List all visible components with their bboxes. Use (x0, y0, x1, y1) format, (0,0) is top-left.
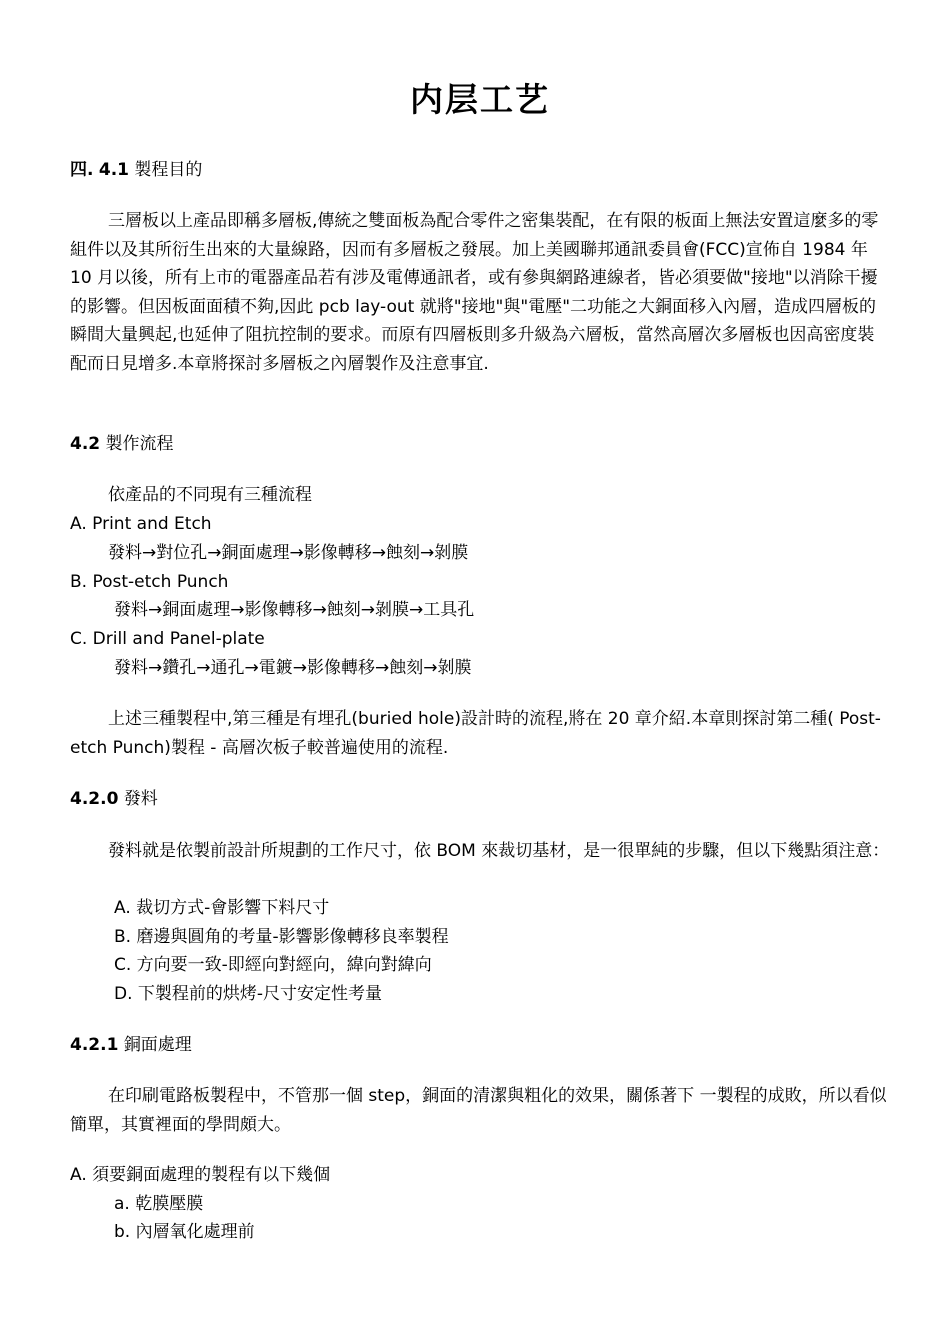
paragraph-text: 三層板以上產品即稱多層板,傳統之雙面板為配合零件之密集裝配，在有限的板面上無法安置這麼多的零組件以及其所衍生出來的大量線路，因而有多層板之發展。加上美國聯邦通訊委員會(FCC)宣佈自 1984 年 10 月以後，所有上市的電器產品若有涉及電傳通訊者，或有參與網路連線者，皆必須要做"接地"以消除干擾的影響。但因板面面積不夠,因此 pcb lay-out 就將"接地"與"電壓"二功能之大銅面移入內層，造成四層板的瞬間大量興起,也延伸了阻抗控制的要求。而原有四層板則多升級為六層板，當然高層次多層板也因高密度裝配而日見增多.本章將探討多層板之內層製作及注意事宜. (70, 211, 879, 374)
section-number: 4.1 (98, 160, 129, 180)
document-title: 内层工艺 (410, 80, 550, 119)
list-item: a. 乾膜壓膜 (114, 1194, 204, 1214)
section-4-2-1-heading (70, 1033, 192, 1057)
section-4-2-0-paragraph (70, 837, 890, 866)
section-4-1-heading (70, 158, 202, 182)
section-title: 製程目的 (134, 160, 203, 180)
section-title: 製作流程 (105, 434, 174, 454)
list-item: b. 內層氧化處理前 (114, 1222, 255, 1242)
list-item: D. 下製程前的烘烤-尺寸安定性考量 (114, 984, 383, 1004)
paragraph-text: 在印刷電路板製程中，不管那一個 step，銅面的清潔與粗化的效果，關係著下 一製程的成敗，所以看似簡單，其實裡面的學問頗大。 (70, 1086, 887, 1135)
section-prefix: 四. (70, 160, 94, 180)
section-4-2-heading (70, 432, 174, 456)
section-number: 4.2.1 (70, 1035, 119, 1055)
section-4-1-paragraph (70, 207, 890, 379)
section-number: 4.2.0 (70, 789, 119, 809)
flow-a-name: A. Print and Etch (70, 514, 212, 534)
section-4-2-1-paragraph (70, 1082, 890, 1139)
section-number: 4.2 (70, 434, 101, 454)
flow-intro: 依產品的不同現有三種流程 (108, 485, 312, 505)
paragraph-text: 上述三種製程中,第三種是有埋孔(buried hole)設計時的流程,將在 20 章介紹.本章則探討第二種( Post-etch Punch)製程 - 高層次板子較普遍使用的流程. (70, 709, 881, 758)
flow-c-steps: 發料→鑽孔→通孔→電鍍→影像轉移→蝕刻→剝膜 (114, 658, 472, 678)
list-item: A. 裁切方式-會影響下料尺寸 (114, 898, 330, 918)
section-4-2-paragraph (70, 705, 890, 762)
flow-b-steps: 發料→銅面處理→影像轉移→蝕刻→剝膜→工具孔 (114, 600, 475, 620)
list-item: B. 磨邊與圓角的考量-影響影像轉移良率製程 (114, 927, 449, 947)
flow-c-name: C. Drill and Panel-plate (70, 629, 265, 649)
flow-a-steps: 發料→對位孔→銅面處理→影像轉移→蝕刻→剝膜 (108, 543, 469, 563)
paragraph-text: 發料就是依製前設計所規劃的工作尺寸，依 BOM 來裁切基材，是一很單純的步驟，但以下幾點須注意： (108, 841, 890, 861)
list-item: C. 方向要一致-即經向對經向，緯向對緯向 (114, 955, 432, 975)
list-heading: A. 須要銅面處理的製程有以下幾個 (70, 1165, 331, 1185)
section-4-2-0-heading (70, 787, 158, 811)
section-title: 發料 (123, 789, 158, 809)
section-title: 銅面處理 (123, 1035, 192, 1055)
flow-b-name: B. Post-etch Punch (70, 572, 229, 592)
